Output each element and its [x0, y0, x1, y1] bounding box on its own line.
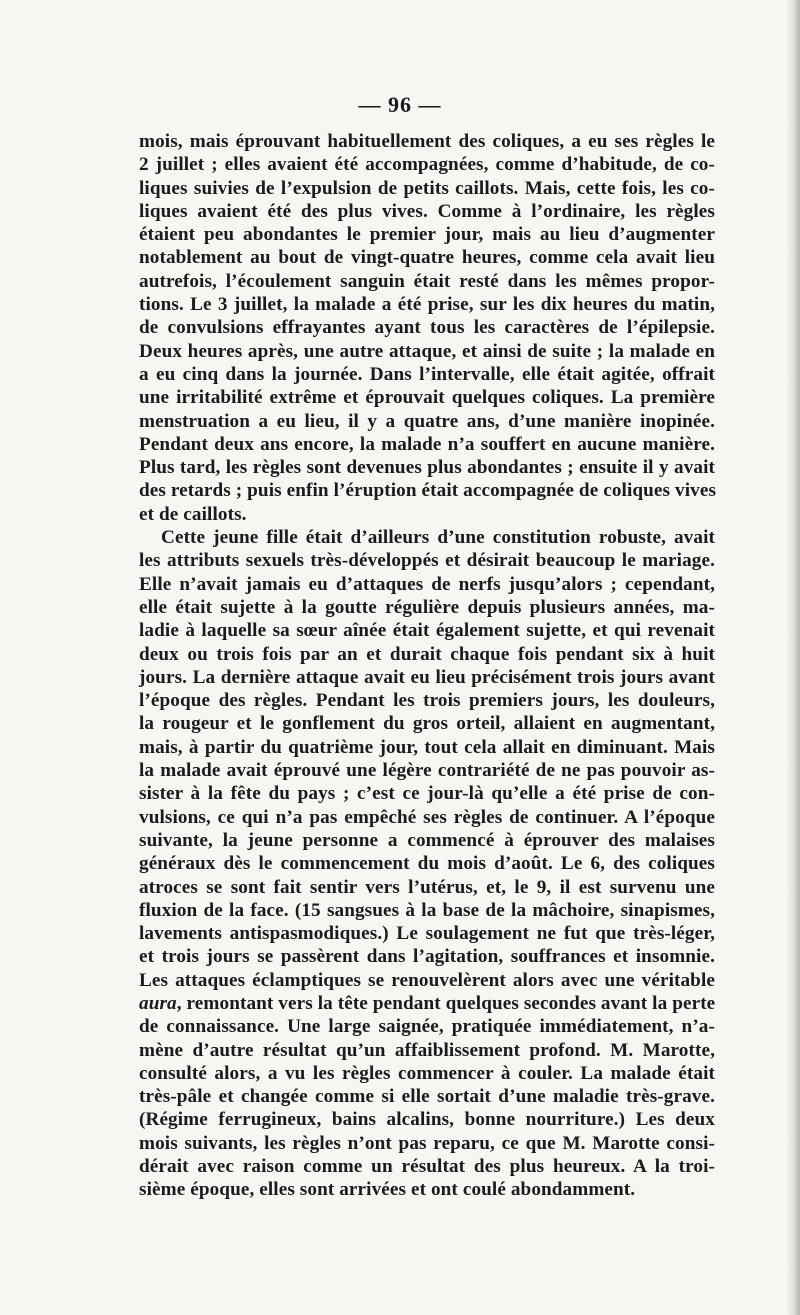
text-line: Deux heures après, une autre attaque, et ainsi de suite ; la malade en: [139, 340, 715, 362]
text-line: mais, à partir du quatrième jour, tout cela allait en diminuant. Mais: [139, 736, 715, 758]
text-line: liques suivies de l’expulsion de petits caillots. Mais, cette fois, les co-: [139, 177, 715, 199]
text-line: la malade avait éprouvé une légère contrariété de ne pas pouvoir as-: [139, 760, 715, 782]
text-line: lavements antispasmodiques.) Le soulagement ne fut que très-léger,: [139, 923, 715, 945]
text-line: de connaissance. Une large saignée, pratiquée immédiatement, n’a-: [139, 1016, 715, 1038]
text-line: suivante, la jeune personne a commencé à éprouver des malaises: [139, 829, 715, 851]
text-line: et de caillots.: [139, 503, 247, 525]
text-line: aura, remontant vers la tête pendant quelques secondes avant la perte: [139, 992, 716, 1014]
text-line: mène d’autre résultat qu’un affaiblissement profond. M. Marotte,: [139, 1039, 715, 1061]
paragraph-2: [139, 526, 715, 1202]
text-line: généraux dès le commencement du mois d’août. Le 6, des coliques: [139, 853, 715, 875]
text-line: étaient peu abondantes le premier jour, mais au lieu d’augmenter: [139, 224, 715, 246]
text-line: fluxion de la face. (15 sangsues à la base de la mâchoire, sinapismes,: [139, 899, 715, 921]
text-line: a eu cinq dans la journée. Dans l’intervalle, elle était agitée, offrait: [139, 363, 715, 385]
text-line: tions. Le 3 juillet, la malade a été prise, sur les dix heures du matin,: [139, 294, 715, 316]
text-line: sième époque, elles sont arrivées et ont coulé abondamment.: [139, 1179, 636, 1201]
text-line: et trois jours se passèrent dans l’agitation, souffrances et insomnie.: [139, 946, 715, 968]
text-line: mois suivants, les règles n’ont pas reparu, ce que M. Marotte consi-: [139, 1132, 715, 1154]
text-line: jours. La dernière attaque avait eu lieu précisément trois jours avant: [139, 666, 715, 688]
page-edge-shadow: [786, 0, 800, 1315]
text-line: consulté alors, a vu les règles commencer à couler. La malade était: [139, 1062, 715, 1084]
text-line: les attributs sexuels très-développés et désirait beaucoup le mariage.: [139, 550, 715, 572]
text-line: la rougeur et le gonflement du gros orteil, allaient en augmentant,: [139, 713, 715, 735]
text-line: sister à la fête du pays ; c’est ce jour-là qu’elle a été prise de con-: [139, 783, 715, 805]
body-text: [139, 130, 715, 1202]
text-line: menstruation a eu lieu, il y a quatre ans, d’une manière inopinée.: [139, 410, 715, 432]
text-line: Les attaques éclamptiques se renouvelèrent alors avec une véritable: [139, 969, 715, 991]
page-number: — 96 —: [358, 92, 442, 117]
text-line: Plus tard, les règles sont devenues plus abondantes ; ensuite il y avait: [139, 457, 715, 479]
text-line: une irritabilité extrême et éprouvait quelques coliques. La première: [139, 387, 715, 409]
text-line: de convulsions effrayantes ayant tous les caractères de l’épilepsie.: [139, 317, 715, 339]
text-line: autrefois, l’écoulement sanguin était resté dans les mêmes propor-: [139, 270, 715, 292]
text-line: des retards ; puis enfin l’éruption était accompagnée de coliques vives: [139, 480, 717, 502]
text-line: Cette jeune fille était d’ailleurs d’une constitution robuste, avait: [161, 527, 715, 549]
text-line: deux ou trois fois par an et durait chaque fois pendant six à huit: [139, 643, 715, 665]
text-line: notablement au bout de vingt-quatre heures, comme cela avait lieu: [139, 247, 715, 269]
paragraph-1: [139, 130, 715, 526]
text-line: (Régime ferrugineux, bains alcalins, bonne nourriture.) Les deux: [139, 1109, 715, 1131]
text-line: liques avaient été des plus vives. Comme à l’ordinaire, les règles: [139, 200, 715, 222]
text-line: Elle n’avait jamais eu d’attaques de nerfs jusqu’alors ; cependant,: [139, 573, 715, 595]
text-line: atroces se sont fait sentir vers l’utérus, et, le 9, il est survenu une: [139, 876, 715, 898]
text-line: 2 juillet ; elles avaient été accompagnées, comme d’habitude, de co-: [139, 154, 715, 176]
text-line: l’époque des règles. Pendant les trois premiers jours, les douleurs,: [139, 690, 715, 712]
text-line: ladie à laquelle sa sœur aînée était également sujette, et qui revenait: [139, 620, 715, 642]
text-line: Pendant deux ans encore, la malade n’a souffert en aucune manière.: [139, 433, 715, 455]
text-line: dérait avec raison comme un résultat des plus heureux. A la troi-: [139, 1156, 715, 1178]
text-line: mois, mais éprouvant habituellement des coliques, a eu ses règles le: [139, 131, 715, 152]
text-line: vulsions, ce qui n’a pas empêché ses règles de continuer. A l’époque: [139, 806, 715, 828]
text-line: elle était sujette à la goutte régulière depuis plusieurs années, ma-: [139, 596, 715, 618]
text-line: très-pâle et changée comme si elle sortait d’une maladie très-grave.: [139, 1086, 715, 1108]
